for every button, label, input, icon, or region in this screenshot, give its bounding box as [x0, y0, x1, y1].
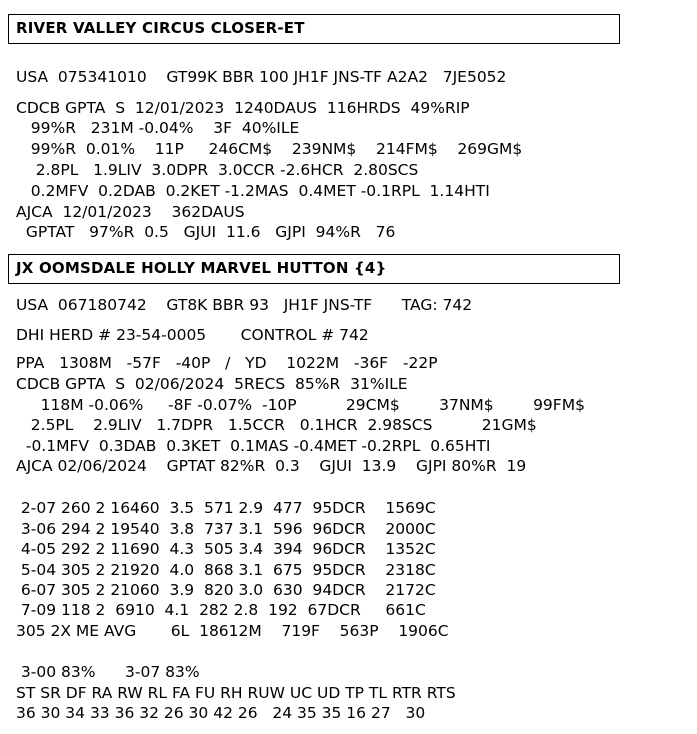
s2-herd-line: DHI HERD # 23-54-0005 CONTROL # 742	[16, 326, 369, 344]
s1-gptat-line: GPTAT 97%R 0.5 GJUI 11.6 GJPI 94%R 76	[16, 223, 396, 241]
s1-milk-line: 99%R 231M -0.04% 3F 40%ILE	[16, 119, 300, 137]
s2-cdcb-line: CDCB GPTA S 02/06/2024 5RECS 85%R 31%ILE	[16, 375, 408, 393]
s1-ajca-line: AJCA 12/01/2023 362DAUS	[16, 203, 245, 221]
s2-registration-line: USA 067180742 GT8K BBR 93 JH1F JNS-TF TAG: 742	[16, 296, 473, 314]
section-2-title-box	[8, 254, 620, 284]
section-2-title: JX OOMSDALE HOLLY MARVEL HUTTON {4}	[16, 259, 387, 277]
lactation-row: 5-04 305 2 21920 4.0 868 3.1 675 95DCR 2318C	[16, 561, 436, 579]
s2-ppa-line: PPA 1308M -57F -40P / YD 1022M -36F -22P	[16, 354, 438, 372]
s1-registration-line: USA 075341010 GT99K BBR 100 JH1F JNS-TF A2A2 7JE5052	[16, 68, 507, 86]
trait-values-line: 36 30 34 33 36 32 26 30 42 26 24 35 35 16 27 30	[16, 704, 426, 722]
lactation-row: 7-09 118 2 6910 4.1 282 2.8 192 67DCR 661C	[16, 601, 426, 619]
s1-index-line: 99%R 0.01% 11P 246CM$ 239NM$ 214FM$ 269GM$	[16, 140, 523, 158]
classification-line: 3-00 83% 3-07 83%	[16, 663, 200, 681]
section-1-title-box	[8, 14, 620, 44]
lactation-row: 3-06 294 2 19540 3.8 737 3.1 596 96DCR 2000C	[16, 520, 436, 538]
me-average-line: 305 2X ME AVG 6L 18612M 719F 563P 1906C	[16, 622, 449, 640]
lactation-row: 6-07 305 2 21060 3.9 820 3.0 630 94DCR 2172C	[16, 581, 436, 599]
trait-header-line: ST SR DF RA RW RL FA FU RH RUW UC UD TP TL RTR RTS	[16, 684, 456, 702]
s2-milk-line: 118M -0.06% -8F -0.07% -10P 29CM$ 37NM$ 99FM$	[16, 396, 585, 414]
s2-health-line: 2.5PL 2.9LIV 1.7DPR 1.5CCR 0.1HCR 2.98SCS 21GM$	[16, 416, 537, 434]
lactation-row: 2-07 260 2 16460 3.5 571 2.9 477 95DCR 1569C	[16, 499, 436, 517]
s2-ajca-line: AJCA 02/06/2024 GPTAT 82%R 0.3 GJUI 13.9 GJPI 80%R 19	[16, 457, 527, 475]
s1-health-line: 2.8PL 1.9LIV 3.0DPR 3.0CCR -2.6HCR 2.80SCS	[16, 161, 419, 179]
section-1-title: RIVER VALLEY CIRCUS CLOSER-ET	[16, 19, 305, 37]
lactation-row: 4-05 292 2 11690 4.3 505 3.4 394 96DCR 1352C	[16, 540, 436, 558]
s2-health-line-2: -0.1MFV 0.3DAB 0.3KET 0.1MAS -0.4MET -0.2RPL 0.65HTI	[16, 437, 491, 455]
s1-cdcb-line: CDCB GPTA S 12/01/2023 1240DAUS 116HRDS 49%RIP	[16, 99, 470, 117]
s1-health-line-2: 0.2MFV 0.2DAB 0.2KET -1.2MAS 0.4MET -0.1RPL 1.14HTI	[16, 182, 490, 200]
